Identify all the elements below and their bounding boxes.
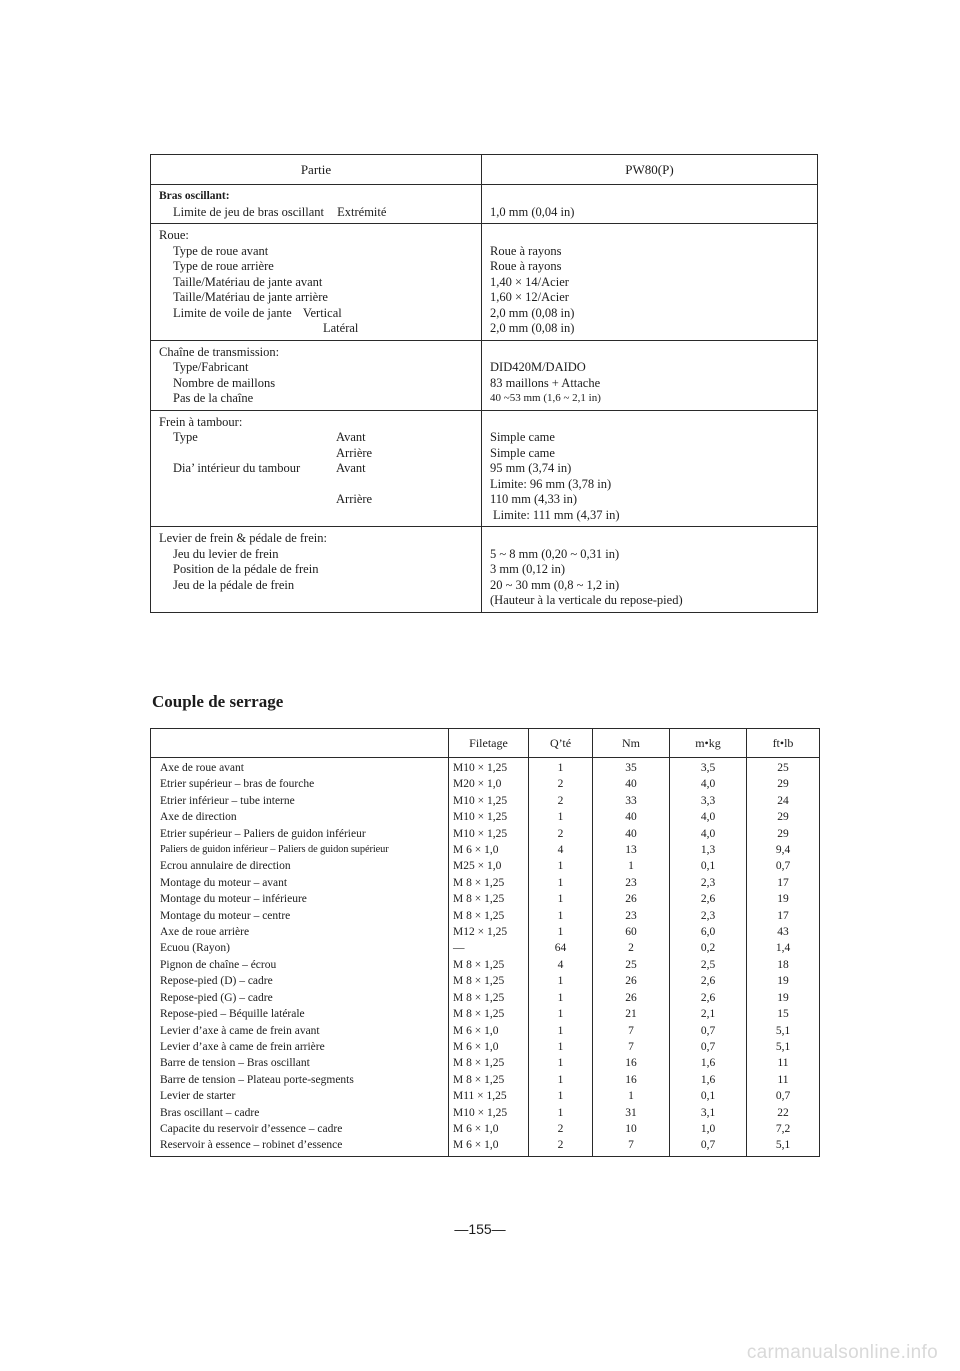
torque-cell-mkg: 0,1: [670, 858, 747, 874]
torque-cell-qty: 1: [529, 1055, 593, 1071]
torque-cell-qty: 1: [529, 1105, 593, 1121]
torque-cell-nm: 40: [593, 776, 670, 792]
torque-cell-mkg: 2,6: [670, 973, 747, 989]
torque-cell-thread: M 6 × 1,0: [449, 1137, 529, 1156]
lever-title: Levier de frein & pédale de frein:: [159, 531, 327, 545]
spec-section-swingarm: [151, 185, 818, 224]
lever-free-play-label: Jeu du levier de frein: [173, 546, 279, 561]
torque-header-ftlb: ft•lb: [747, 729, 820, 758]
torque-cell-ftlb: 15: [747, 1006, 820, 1022]
torque-cell-ftlb: 29: [747, 826, 820, 842]
pedal-position-label: Position de la pédale de frein: [173, 562, 319, 576]
spec-section-drum-brake: [151, 410, 818, 527]
torque-cell-part: Barre de tension – Bras oscillant: [151, 1055, 449, 1071]
table-row: [151, 875, 820, 891]
torque-cell-thread: M10 × 1,25: [449, 809, 529, 825]
torque-cell-qty: 1: [529, 1039, 593, 1055]
torque-cell-mkg: 6,0: [670, 924, 747, 940]
torque-header-part: [151, 729, 449, 758]
drum-diameter-front-limit: Limite: 96 mm (3,78 in): [490, 476, 612, 491]
wheel-rear-rim-value: 1,60 × 12/Acier: [490, 290, 569, 304]
torque-cell-mkg: 2,3: [670, 875, 747, 891]
torque-cell-mkg: 1,6: [670, 1055, 747, 1071]
wheel-runout-lateral-value: 2,0 mm (0,08 in): [490, 321, 575, 335]
torque-cell-mkg: 0,1: [670, 1088, 747, 1104]
table-row: [151, 858, 820, 874]
chain-links-value: 83 maillons + Attache: [490, 375, 601, 390]
torque-header-nm: Nm: [593, 729, 670, 758]
table-row: [151, 1105, 820, 1121]
table-row: [151, 1137, 820, 1156]
drum-type-rear-value: Simple came: [490, 445, 555, 460]
torque-cell-nm: 60: [593, 924, 670, 940]
torque-cell-qty: 1: [529, 990, 593, 1006]
torque-cell-ftlb: 11: [747, 1055, 820, 1071]
torque-cell-nm: 2: [593, 940, 670, 956]
torque-cell-thread: M20 × 1,0: [449, 776, 529, 792]
torque-cell-ftlb: 22: [747, 1105, 820, 1121]
page-number: —155—: [454, 1221, 506, 1237]
torque-cell-nm: 7: [593, 1023, 670, 1039]
torque-cell-ftlb: 19: [747, 990, 820, 1006]
torque-cell-thread: M 8 × 1,25: [449, 891, 529, 907]
torque-cell-nm: 13: [593, 842, 670, 858]
torque-cell-ftlb: 43: [747, 924, 820, 940]
table-row: [151, 1023, 820, 1039]
wheel-front-rim-value: 1,40 × 14/Acier: [490, 274, 569, 289]
torque-cell-thread: M11 × 1,25: [449, 1088, 529, 1104]
wheel-rear-type-value: Roue à rayons: [490, 259, 562, 273]
spec-header-part: Partie: [151, 155, 482, 185]
torque-cell-nm: 33: [593, 793, 670, 809]
torque-cell-part: Bras oscillant – cadre: [151, 1105, 449, 1121]
spec-section-brake-lever: [151, 527, 818, 613]
torque-cell-mkg: 4,0: [670, 776, 747, 792]
torque-cell-mkg: 3,5: [670, 758, 747, 777]
torque-cell-thread: M25 × 1,0: [449, 858, 529, 874]
torque-cell-part: Axe de roue arrière: [151, 924, 449, 940]
drum-type-front-label: Avant: [336, 430, 366, 444]
torque-cell-qty: 4: [529, 957, 593, 973]
torque-section-title: Couple de serrage: [152, 692, 284, 711]
torque-cell-part: Repose-pied (D) – cadre: [151, 973, 449, 989]
wheel-front-type-value: Roue à rayons: [490, 243, 562, 258]
spec-header-row: [151, 155, 818, 185]
torque-cell-qty: 1: [529, 924, 593, 940]
torque-cell-mkg: 2,6: [670, 990, 747, 1006]
chain-slack-label: Pas de la chaîne: [173, 391, 254, 405]
torque-cell-ftlb: 5,1: [747, 1137, 820, 1156]
drum-type-front-value: Simple came: [490, 430, 555, 444]
torque-cell-thread: M10 × 1,25: [449, 758, 529, 777]
torque-cell-ftlb: 5,1: [747, 1023, 820, 1039]
table-row: [151, 1121, 820, 1137]
torque-cell-nm: 35: [593, 758, 670, 777]
torque-cell-thread: M 6 × 1,0: [449, 1023, 529, 1039]
torque-header-qty: Q’té: [529, 729, 593, 758]
torque-cell-thread: M 8 × 1,25: [449, 875, 529, 891]
torque-cell-qty: 1: [529, 908, 593, 924]
torque-cell-qty: 64: [529, 940, 593, 956]
chain-title: Chaîne de transmission:: [159, 344, 280, 359]
spec-header-model: PW80(P): [482, 155, 818, 185]
torque-cell-part: Paliers de guidon inférieur – Paliers de guidon supérieur: [151, 842, 449, 858]
torque-cell-part: Pignon de chaîne – écrou: [151, 957, 449, 973]
drum-diameter-rear-value: 110 mm (4,33 in): [490, 492, 578, 506]
wheel-front-rim-label: Taille/Matériau de jante avant: [173, 274, 323, 289]
torque-cell-nm: 26: [593, 891, 670, 907]
torque-cell-nm: 1: [593, 1088, 670, 1104]
torque-cell-thread: M 8 × 1,25: [449, 957, 529, 973]
torque-cell-nm: 16: [593, 1055, 670, 1071]
torque-cell-nm: 40: [593, 809, 670, 825]
spec-section-chain: [151, 340, 818, 410]
torque-cell-qty: 1: [529, 809, 593, 825]
torque-cell-part: Etrier supérieur – bras de fourche: [151, 776, 449, 792]
torque-cell-mkg: 3,3: [670, 793, 747, 809]
torque-cell-thread: M10 × 1,25: [449, 793, 529, 809]
torque-cell-thread: M 8 × 1,25: [449, 908, 529, 924]
wheel-front-type-label: Type de roue avant: [173, 243, 269, 258]
table-row: [151, 826, 820, 842]
swingarm-title: Bras oscillant:: [159, 190, 230, 202]
table-row: [151, 891, 820, 907]
torque-cell-mkg: 0,2: [670, 940, 747, 956]
torque-cell-part: Etrier supérieur – Paliers de guidon inférieur: [151, 826, 449, 842]
torque-cell-nm: 16: [593, 1072, 670, 1088]
torque-header-mkg: m•kg: [670, 729, 747, 758]
table-row: [151, 758, 820, 777]
drum-diameter-rear-limit: Limite: 111 mm (4,37 in): [493, 507, 620, 522]
torque-cell-mkg: 0,7: [670, 1039, 747, 1055]
torque-cell-qty: 2: [529, 826, 593, 842]
torque-cell-ftlb: 25: [747, 758, 820, 777]
wheel-runout-vertical-label: Vertical: [302, 305, 342, 320]
torque-cell-thread: M10 × 1,25: [449, 1105, 529, 1121]
drum-diameter-rear-label: Arrière: [336, 492, 373, 506]
torque-cell-thread: M 8 × 1,25: [449, 990, 529, 1006]
wheel-runout-label: Limite de voile de jante: [173, 305, 292, 320]
torque-cell-ftlb: 7,2: [747, 1121, 820, 1137]
torque-cell-thread: M 8 × 1,25: [449, 1006, 529, 1022]
torque-cell-mkg: 2,3: [670, 908, 747, 924]
chain-type-value: DID420M/DAIDO: [490, 360, 586, 374]
lever-free-play-value: 5 ~ 8 mm (0,20 ~ 0,31 in): [490, 546, 620, 561]
torque-cell-part: Repose-pied – Béquille latérale: [151, 1006, 449, 1022]
table-row: [151, 1088, 820, 1104]
torque-cell-qty: 2: [529, 793, 593, 809]
torque-cell-mkg: 1,0: [670, 1121, 747, 1137]
torque-cell-nm: 21: [593, 1006, 670, 1022]
torque-cell-part: Axe de direction: [151, 809, 449, 825]
torque-cell-mkg: 1,3: [670, 842, 747, 858]
torque-cell-thread: M 6 × 1,0: [449, 1121, 529, 1137]
torque-cell-qty: 1: [529, 1006, 593, 1022]
drum-type-rear-label: Arrière: [336, 445, 373, 460]
torque-cell-part: Levier de starter: [151, 1088, 449, 1104]
torque-table: [150, 728, 820, 1157]
pedal-free-play-value: 20 ~ 30 mm (0,8 ~ 1,2 in): [490, 577, 620, 592]
torque-cell-mkg: 2,5: [670, 957, 747, 973]
torque-cell-ftlb: 19: [747, 891, 820, 907]
watermark: carmanualsonline.info: [746, 1342, 938, 1363]
table-row: [151, 1006, 820, 1022]
torque-cell-mkg: 0,7: [670, 1137, 747, 1156]
torque-cell-ftlb: 24: [747, 793, 820, 809]
torque-cell-nm: 7: [593, 1137, 670, 1156]
chain-links-label: Nombre de maillons: [173, 375, 276, 390]
torque-header-thread: Filetage: [449, 729, 529, 758]
torque-cell-ftlb: 18: [747, 957, 820, 973]
torque-cell-qty: 1: [529, 1088, 593, 1104]
torque-cell-ftlb: 0,7: [747, 1088, 820, 1104]
torque-cell-mkg: 2,1: [670, 1006, 747, 1022]
torque-cell-mkg: 4,0: [670, 826, 747, 842]
torque-cell-nm: 26: [593, 973, 670, 989]
torque-cell-qty: 1: [529, 973, 593, 989]
torque-cell-ftlb: 1,4: [747, 940, 820, 956]
table-row: [151, 973, 820, 989]
table-row: [151, 809, 820, 825]
drum-title: Frein à tambour:: [159, 414, 243, 429]
drum-diameter-front-label: Avant: [336, 461, 366, 475]
drum-type-label: Type: [173, 430, 198, 444]
torque-cell-nm: 23: [593, 875, 670, 891]
swingarm-free-play-value: 1,0 mm (0,04 in): [490, 204, 575, 219]
table-row: [151, 924, 820, 940]
torque-header-row: [151, 729, 820, 758]
torque-cell-nm: 10: [593, 1121, 670, 1137]
table-row: [151, 908, 820, 924]
table-row: [151, 776, 820, 792]
torque-cell-ftlb: 17: [747, 875, 820, 891]
torque-cell-qty: 2: [529, 1121, 593, 1137]
table-row: [151, 957, 820, 973]
torque-table-body: [151, 758, 820, 1157]
torque-cell-part: Etrier inférieur – tube interne: [151, 793, 449, 809]
torque-cell-thread: M10 × 1,25: [449, 826, 529, 842]
torque-cell-ftlb: 29: [747, 809, 820, 825]
torque-cell-thread: M 8 × 1,25: [449, 973, 529, 989]
torque-cell-nm: 31: [593, 1105, 670, 1121]
torque-cell-mkg: 4,0: [670, 809, 747, 825]
torque-cell-mkg: 3,1: [670, 1105, 747, 1121]
wheel-rear-type-label: Type de roue arrière: [173, 259, 274, 273]
torque-cell-part: Capacite du reservoir d’essence – cadre: [151, 1121, 449, 1137]
torque-cell-qty: 2: [529, 1137, 593, 1156]
torque-cell-nm: 25: [593, 957, 670, 973]
torque-cell-qty: 1: [529, 1023, 593, 1039]
torque-cell-part: Montage du moteur – centre: [151, 908, 449, 924]
wheel-title: Roue:: [159, 228, 189, 242]
torque-cell-qty: 1: [529, 1072, 593, 1088]
torque-cell-ftlb: 29: [747, 776, 820, 792]
torque-cell-thread: M 6 × 1,0: [449, 842, 529, 858]
wheel-runout-vertical-value: 2,0 mm (0,08 in): [490, 305, 575, 320]
spec-section-wheel: [151, 224, 818, 341]
table-row: [151, 1055, 820, 1071]
torque-cell-mkg: 1,6: [670, 1072, 747, 1088]
torque-cell-nm: 26: [593, 990, 670, 1006]
wheel-rear-rim-label: Taille/Matériau de jante arrière: [173, 290, 328, 304]
drum-diameter-label: Dia’ intérieur du tambour: [173, 461, 301, 475]
torque-cell-qty: 1: [529, 858, 593, 874]
drum-diameter-front-value: 95 mm (3,74 in): [490, 461, 572, 475]
torque-cell-part: Levier d’axe à came de frein arrière: [151, 1039, 449, 1055]
wheel-runout-lateral-label: Latéral: [323, 321, 359, 335]
chain-type-label: Type/Fabricant: [173, 360, 249, 374]
torque-cell-thread: M 6 × 1,0: [449, 1039, 529, 1055]
spec-table: [150, 154, 818, 613]
torque-cell-qty: 2: [529, 776, 593, 792]
torque-cell-part: Ecuou (Rayon): [151, 940, 449, 956]
torque-cell-part: Barre de tension – Plateau porte-segments: [151, 1072, 449, 1088]
torque-cell-qty: 1: [529, 758, 593, 777]
torque-cell-part: Montage du moteur – inférieure: [151, 891, 449, 907]
torque-cell-thread: —: [449, 940, 529, 956]
torque-cell-thread: M 8 × 1,25: [449, 1055, 529, 1071]
torque-cell-part: Ecrou annulaire de direction: [151, 858, 449, 874]
torque-cell-ftlb: 19: [747, 973, 820, 989]
torque-cell-nm: 23: [593, 908, 670, 924]
torque-cell-ftlb: 0,7: [747, 858, 820, 874]
torque-cell-ftlb: 9,4: [747, 842, 820, 858]
torque-cell-qty: 1: [529, 875, 593, 891]
torque-cell-part: Reservoir à essence – robinet d’essence: [151, 1137, 449, 1156]
torque-cell-nm: 7: [593, 1039, 670, 1055]
torque-cell-nm: 1: [593, 858, 670, 874]
torque-cell-mkg: 2,6: [670, 891, 747, 907]
torque-cell-ftlb: 17: [747, 908, 820, 924]
torque-cell-part: Axe de roue avant: [151, 758, 449, 777]
torque-cell-mkg: 0,7: [670, 1023, 747, 1039]
torque-cell-ftlb: 5,1: [747, 1039, 820, 1055]
torque-cell-qty: 4: [529, 842, 593, 858]
torque-cell-thread: M 8 × 1,25: [449, 1072, 529, 1088]
swingarm-free-play-label: Limite de jeu de bras oscillant: [173, 204, 324, 219]
torque-cell-qty: 1: [529, 891, 593, 907]
table-row: [151, 990, 820, 1006]
torque-cell-part: Levier d’axe à came de frein avant: [151, 1023, 449, 1039]
torque-cell-part: Repose-pied (G) – cadre: [151, 990, 449, 1006]
pedal-free-play-label: Jeu de la pédale de frein: [173, 577, 295, 592]
table-row: [151, 1039, 820, 1055]
torque-cell-thread: M12 × 1,25: [449, 924, 529, 940]
chain-slack-value: 40 ~53 mm (1,6 ~ 2,1 in): [490, 392, 601, 404]
table-row: [151, 793, 820, 809]
torque-cell-nm: 40: [593, 826, 670, 842]
swingarm-end-label: Extrémité: [337, 204, 387, 219]
pedal-free-play-note: (Hauteur à la verticale du repose-pied): [490, 593, 683, 607]
torque-cell-part: Montage du moteur – avant: [151, 875, 449, 891]
torque-cell-ftlb: 11: [747, 1072, 820, 1088]
pedal-position-value: 3 mm (0,12 in): [490, 562, 565, 576]
table-row: [151, 842, 820, 858]
table-row: [151, 1072, 820, 1088]
table-row: [151, 940, 820, 956]
